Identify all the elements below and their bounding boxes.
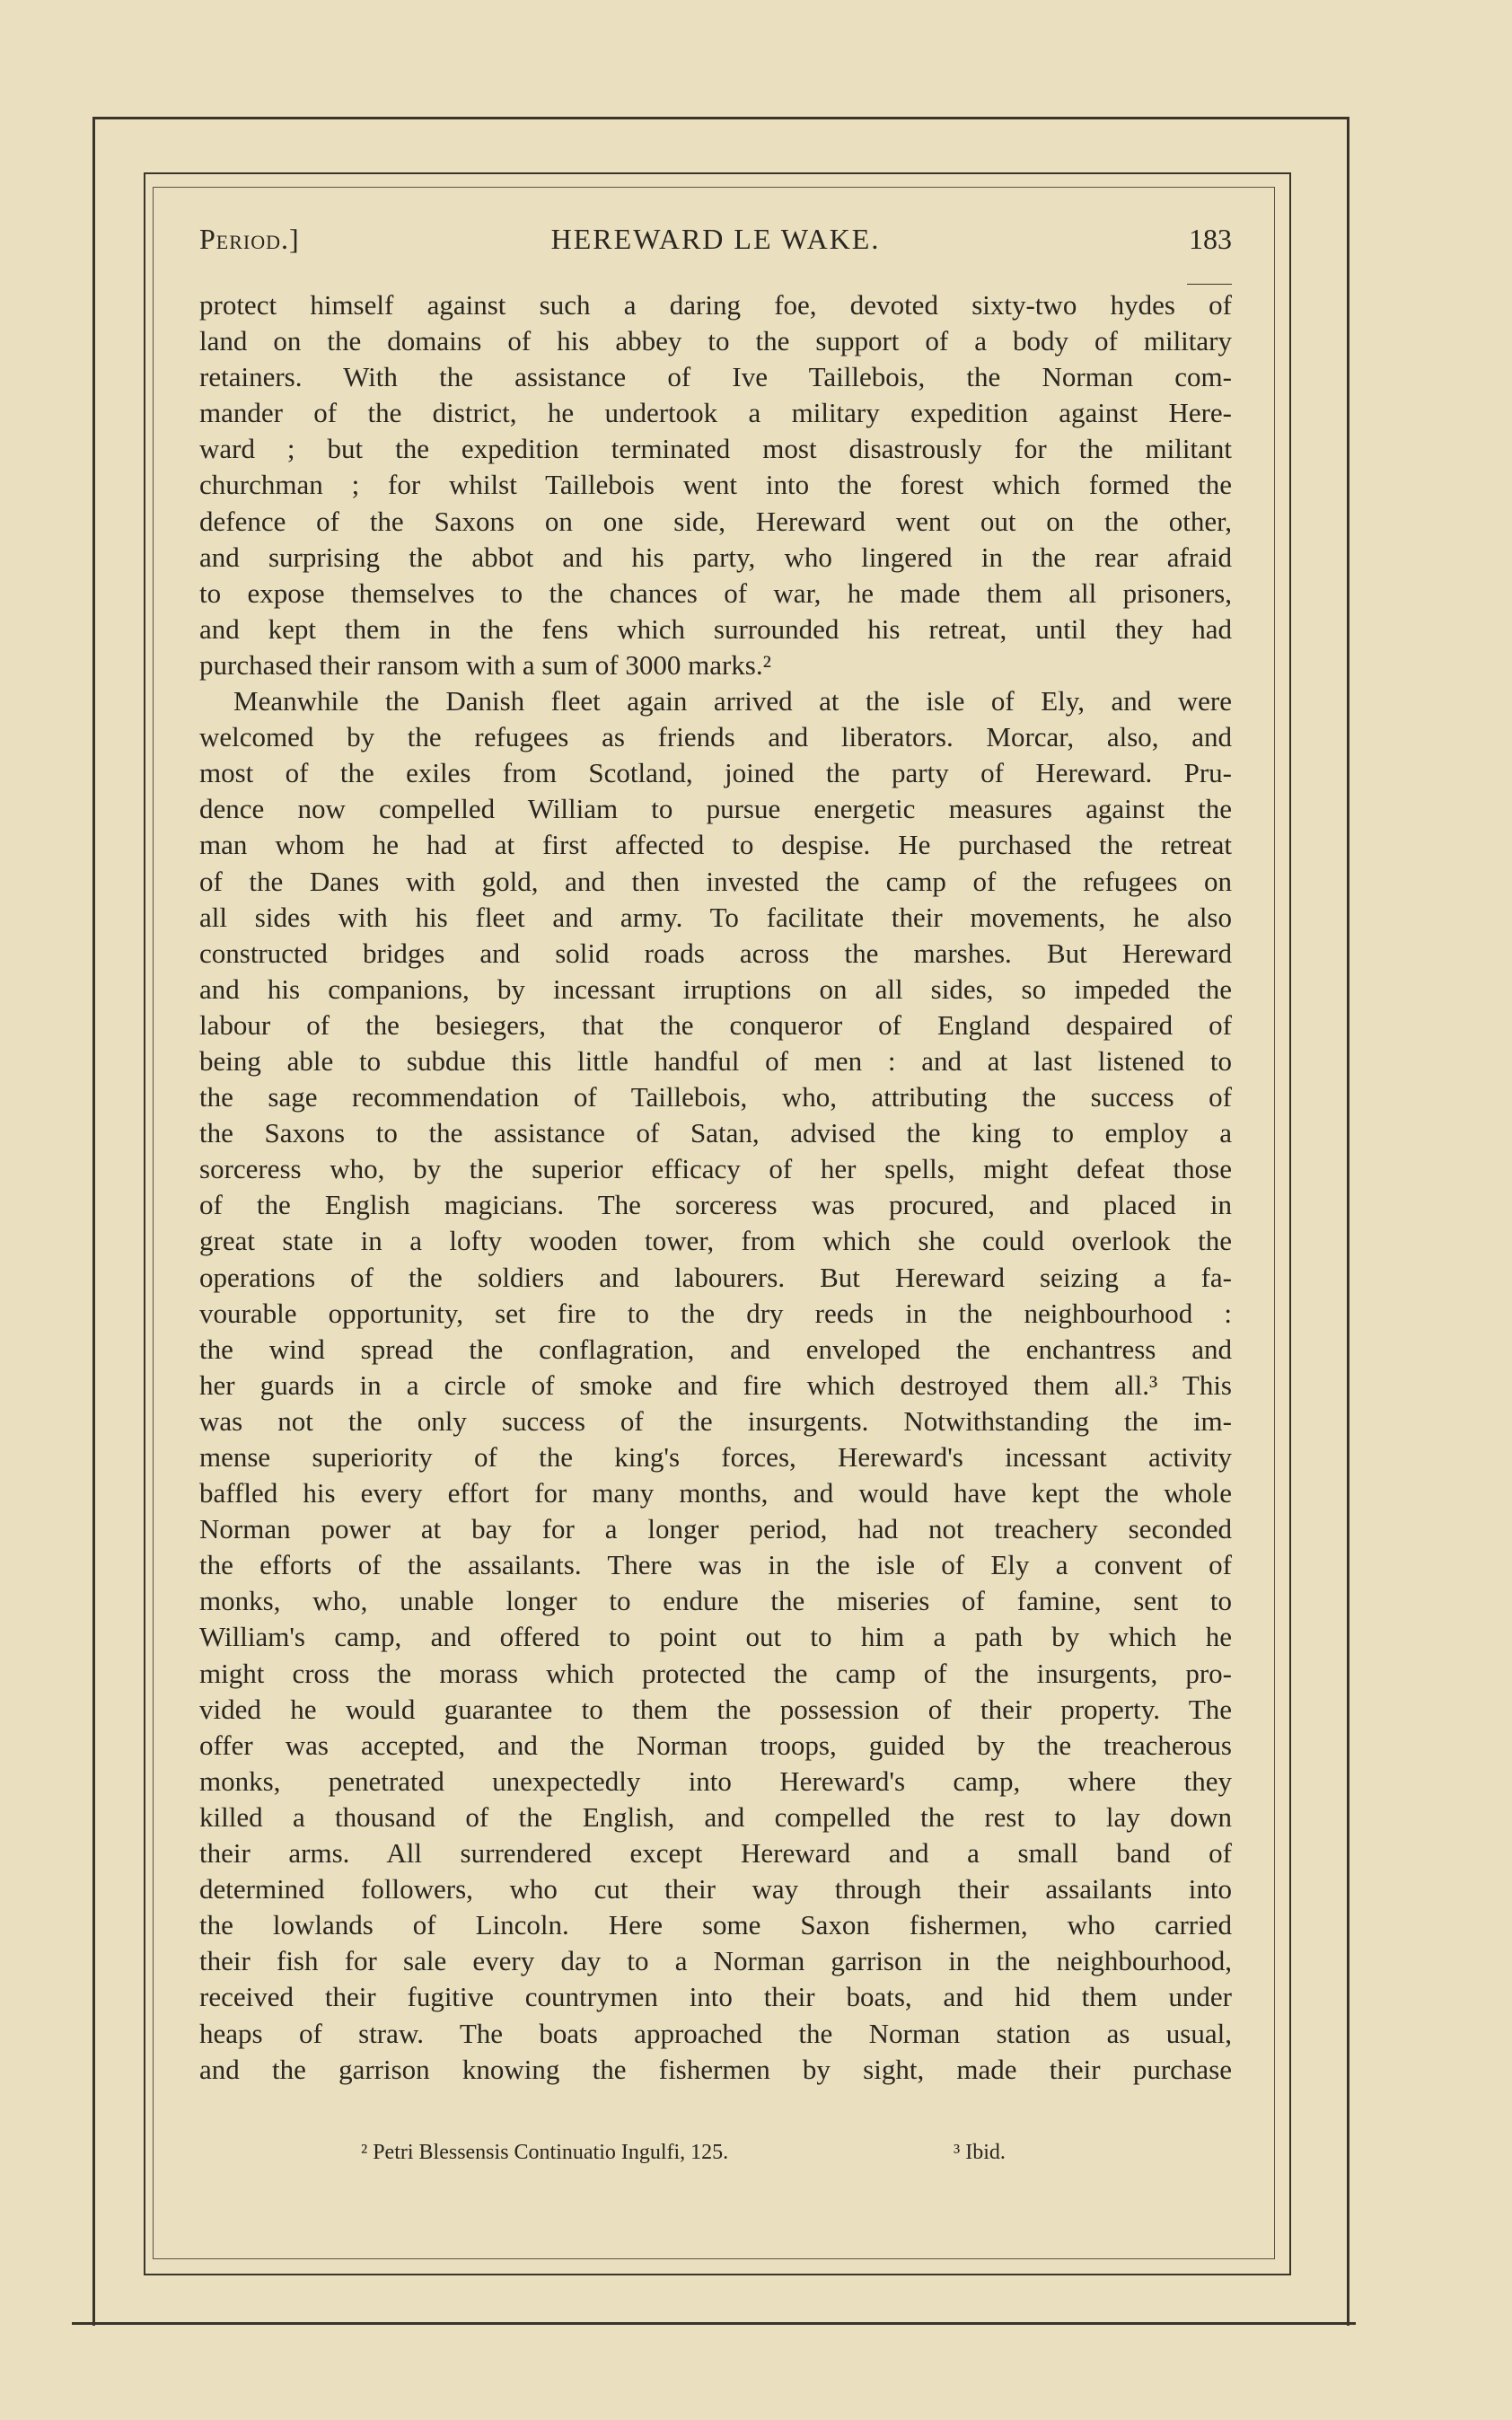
text-line: Norman power at bay for a longer period, had not treachery seconded — [199, 1513, 1232, 1545]
text-line: baffled his every effort for many months, and would have kept the whole — [199, 1477, 1232, 1509]
text-line: and the garrison knowing the fishermen by sight, made their purchase — [199, 2053, 1232, 2085]
text-line: of the English magicians. The sorceress was procured, and placed in — [199, 1189, 1232, 1221]
text-line: to expose themselves to the chances of war, he made them all prisoners, — [199, 576, 1232, 609]
text-line: determined followers, who cut their way through their assailants into — [199, 1873, 1232, 1905]
text-line: their fish for sale every day to a Norman garrison in the neighbourhood, — [199, 1945, 1232, 1977]
text-line: the sage recommendation of Taillebois, who, attributing the success of — [199, 1081, 1232, 1113]
footnotes — [199, 2141, 1232, 2173]
text-line: and his companions, by incessant irruptions on all sides, so impeded the — [199, 972, 1232, 1005]
text-line: all sides with his fleet and army. To facilitate their movements, he also — [199, 901, 1232, 933]
text-line: William's camp, and offered to point out to him a path by which he — [199, 1621, 1232, 1653]
text-line: ward ; but the expedition terminated most disastrously for the militant — [199, 433, 1232, 465]
text-line: labour of the besiegers, that the conqueror of England despaired of — [199, 1008, 1232, 1041]
header-rule — [1187, 284, 1232, 285]
text-line: killed a thousand of the English, and compelled the rest to lay down — [199, 1800, 1232, 1833]
text-line: being able to subdue this little handful of men : and at last listened to — [199, 1044, 1232, 1077]
text-line: and kept them in the fens which surrounded his retreat, until they had — [199, 612, 1232, 645]
text-line: mander of the district, he undertook a military expedition against Here- — [199, 397, 1232, 429]
text-line: vided he would guarantee to them the possession of their property. The — [199, 1693, 1232, 1725]
text-line: monks, who, unable longer to endure the miseries of famine, sent to — [199, 1585, 1232, 1617]
text-line: sorceress who, by the superior efficacy of her spells, might defeat those — [199, 1153, 1232, 1185]
text-line: might cross the morass which protected the camp of the insurgents, pro- — [199, 1657, 1232, 1689]
text-line: heaps of straw. The boats approached the Norman station as usual, — [199, 2017, 1232, 2049]
text-line: dence now compelled William to pursue energetic measures against the — [199, 793, 1232, 825]
text-line: of the Danes with gold, and then invested the camp of the refugees on — [199, 865, 1232, 897]
text-line: operations of the soldiers and labourers. But Hereward seizing a fa- — [199, 1261, 1232, 1293]
footnote-3: ³ Ibid. — [954, 2141, 1006, 2164]
body-text — [199, 287, 1232, 2088]
text-line: protect himself against such a daring foe, devoted sixty-two hydes of — [199, 289, 1232, 321]
text-line: man whom he had at first affected to despise. He purchased the retreat — [199, 829, 1232, 861]
text-line: her guards in a circle of smoke and fire which destroyed them all.³ This — [199, 1368, 1232, 1401]
header-section-label: Period.] — [199, 223, 300, 255]
text-line: retainers. With the assistance of Ive Taillebois, the Norman com- — [199, 361, 1232, 393]
text-line: purchased their ransom with a sum of 3000 marks.² — [199, 648, 771, 681]
text-line: welcomed by the refugees as friends and liberators. Morcar, also, and — [199, 721, 1232, 753]
text-line: constructed bridges and solid roads across the marshes. But Hereward — [199, 937, 1232, 969]
outer-frame-bottom-rule — [72, 2322, 1356, 2325]
text-line: the lowlands of Lincoln. Here some Saxon fishermen, who carried — [199, 1909, 1232, 1941]
footnote-2: ² Petri Blessensis Continuatio Ingulfi, 125. — [361, 2141, 729, 2164]
header-title: HEREWARD LE WAKE. — [550, 223, 881, 255]
text-line: great state in a lofty wooden tower, from which she could overlook the — [199, 1225, 1232, 1257]
text-line: defence of the Saxons on one side, Hereward went out on the other, — [199, 505, 1232, 537]
text-line: the wind spread the conflagration, and enveloped the enchantress and — [199, 1333, 1232, 1365]
text-line: churchman ; for whilst Taillebois went into the forest which formed the — [199, 469, 1232, 501]
running-header — [199, 223, 1232, 268]
text-line: the Saxons to the assistance of Satan, advised the king to employ a — [199, 1117, 1232, 1149]
text-line: offer was accepted, and the Norman troops, guided by the treacherous — [199, 1729, 1232, 1761]
text-line: vourable opportunity, set fire to the dry reeds in the neighbourhood : — [199, 1297, 1232, 1329]
text-line: and surprising the abbot and his party, who lingered in the rear afraid — [199, 541, 1232, 573]
text-line: the efforts of the assailants. There was in the isle of Ely a convent of — [199, 1549, 1232, 1581]
text-line: mense superiority of the king's forces, Hereward's incessant activity — [199, 1441, 1232, 1473]
text-line: land on the domains of his abbey to the support of a body of military — [199, 325, 1232, 357]
text-line: most of the exiles from Scotland, joined the party of Hereward. Pru- — [199, 757, 1232, 789]
text-line: their arms. All surrendered except Hereward and a small band of — [199, 1837, 1232, 1870]
page-number: 183 — [1189, 223, 1232, 255]
text-line: was not the only success of the insurgents. Notwithstanding the im- — [199, 1404, 1232, 1437]
text-line: received their fugitive countrymen into their boats, and hid them under — [199, 1981, 1232, 2013]
text-line: Meanwhile the Danish fleet again arrived at the isle of Ely, and were — [233, 685, 1232, 717]
text-line: monks, penetrated unexpectedly into Hereward's camp, where they — [199, 1764, 1232, 1797]
